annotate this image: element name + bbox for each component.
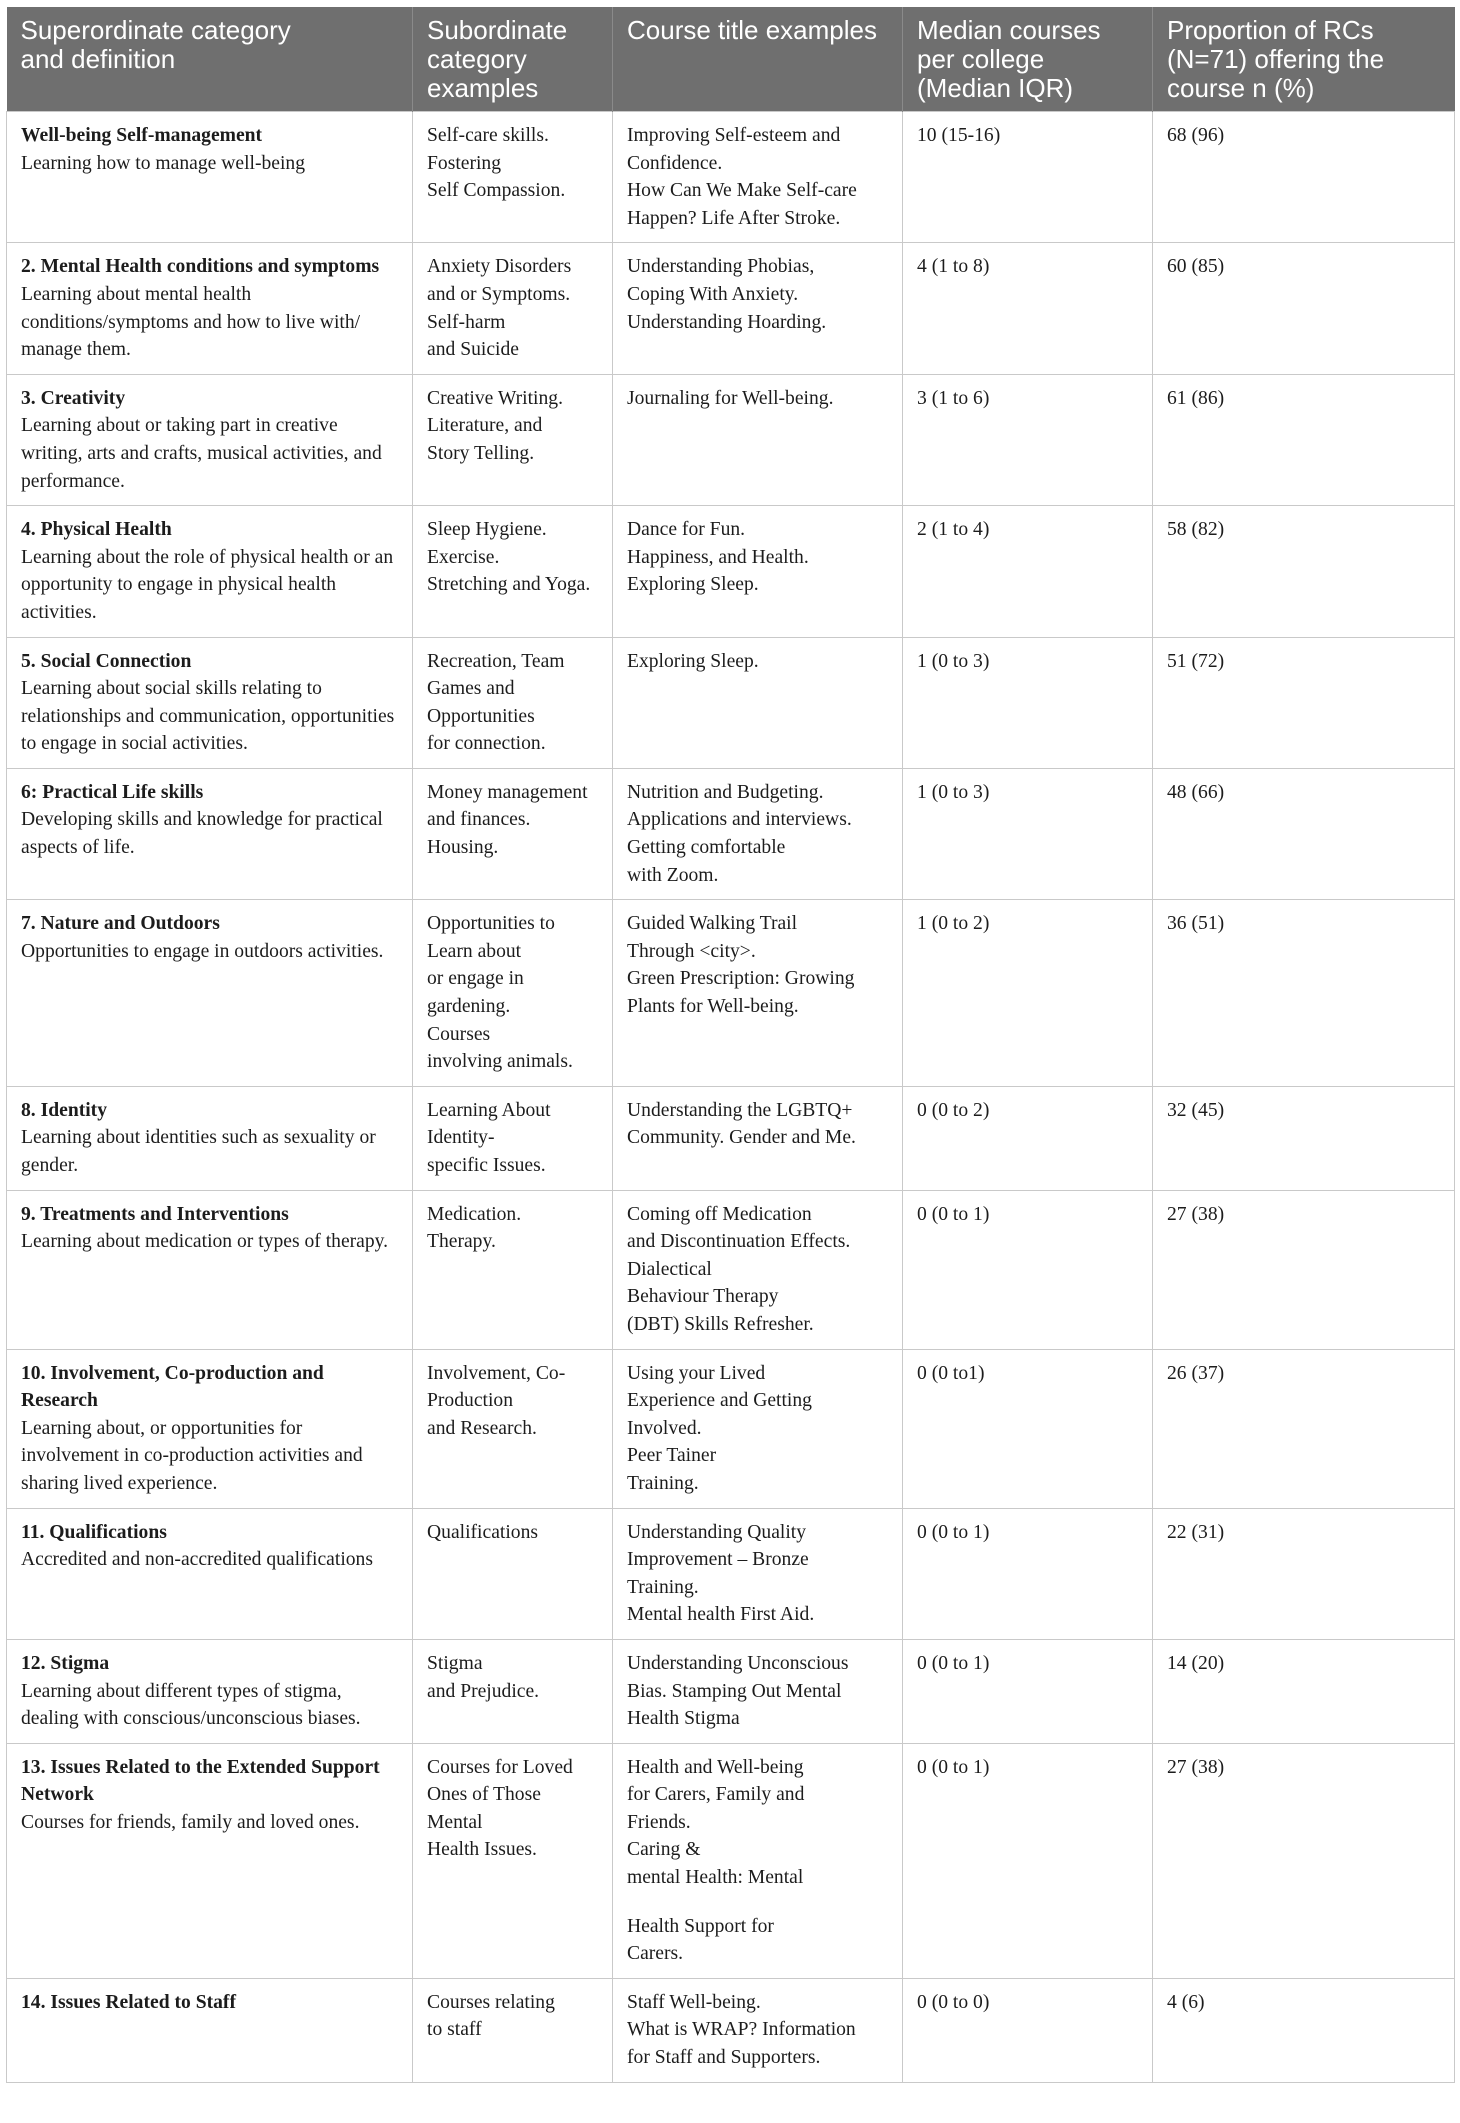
course-title-line: Peer Tainer bbox=[627, 1445, 717, 1467]
category-definition: Accredited and non-accredited qualifications bbox=[21, 1549, 373, 1571]
category-title: 12. Stigma bbox=[21, 1652, 110, 1674]
table-row bbox=[7, 374, 1455, 505]
course-title-line: mental Health: Mental bbox=[627, 1867, 804, 1889]
header-row bbox=[7, 7, 1455, 112]
proportion-cell: 58 (82) bbox=[1153, 506, 1455, 637]
subordinate-line: Therapy. bbox=[427, 1231, 496, 1253]
subordinate-line: and Research. bbox=[427, 1417, 537, 1439]
subordinate-line: Mental bbox=[427, 1811, 483, 1833]
table-row bbox=[7, 1190, 1455, 1349]
course-title-line: Dance for Fun. bbox=[627, 519, 746, 541]
proportion-cell: 61 (86) bbox=[1153, 374, 1455, 505]
category-title: 5. Social Connection bbox=[21, 650, 192, 672]
subordinate-cell bbox=[413, 112, 613, 243]
course-titles-cell bbox=[613, 374, 903, 505]
course-titles-cell bbox=[613, 637, 903, 768]
median-cell: 0 (0 to 1) bbox=[903, 1190, 1153, 1349]
proportion-cell: 36 (51) bbox=[1153, 900, 1455, 1087]
table-row bbox=[7, 1743, 1455, 1978]
course-title-line: Staff Well-being. bbox=[627, 1991, 761, 2013]
table-row bbox=[7, 768, 1455, 899]
category-cell bbox=[7, 637, 413, 768]
category-cell bbox=[7, 112, 413, 243]
table-row bbox=[7, 900, 1455, 1087]
median-cell: 0 (0 to 1) bbox=[903, 1743, 1153, 1978]
course-title-line: Involved. bbox=[627, 1417, 702, 1439]
course-title-line: Carers. bbox=[627, 1943, 684, 1965]
header-line: Course title examples bbox=[627, 15, 877, 45]
course-title-line: Behaviour Therapy bbox=[627, 1286, 779, 1308]
category-cell bbox=[7, 1190, 413, 1349]
table-row bbox=[7, 637, 1455, 768]
category-definition: Learning about or taking part in creative writing, arts and crafts, musical activities, and performance. bbox=[21, 415, 382, 492]
course-title-line: Understanding Unconscious bbox=[627, 1652, 849, 1674]
median-cell: 0 (0 to 2) bbox=[903, 1086, 1153, 1190]
subordinate-line: Exercise. bbox=[427, 546, 500, 568]
category-cell bbox=[7, 1743, 413, 1978]
category-title: 3. Creativity bbox=[21, 387, 126, 409]
course-title-line: Green Prescription: Growing bbox=[627, 968, 855, 990]
category-title: 8. Identity bbox=[21, 1099, 108, 1121]
course-title-line: Understanding Phobias, bbox=[627, 256, 815, 278]
table-row bbox=[7, 1086, 1455, 1190]
proportion-cell: 22 (31) bbox=[1153, 1508, 1455, 1639]
subordinate-line: Self-care skills. bbox=[427, 125, 549, 146]
header-line: Median courses bbox=[917, 15, 1101, 45]
subordinate-cell bbox=[413, 637, 613, 768]
category-definition: Learning how to manage well-being bbox=[21, 152, 306, 174]
category-definition: Learning about identities such as sexuality or gender. bbox=[21, 1127, 376, 1176]
course-title-line: Health Stigma bbox=[627, 1708, 740, 1730]
median-cell: 1 (0 to 3) bbox=[903, 637, 1153, 768]
course-title-line: Friends. bbox=[627, 1811, 691, 1833]
subordinate-cell bbox=[413, 1978, 613, 2082]
header-line: per college bbox=[917, 44, 1045, 74]
median-cell: 0 (0 to 0) bbox=[903, 1978, 1153, 2082]
category-title: 10. Involvement, Co-production and Research bbox=[21, 1362, 324, 1412]
course-title-line: Plants for Well-being. bbox=[627, 996, 799, 1018]
course-title-line: Exploring Sleep. bbox=[627, 650, 759, 672]
proportion-cell: 4 (6) bbox=[1153, 1978, 1455, 2082]
subordinate-cell bbox=[413, 1086, 613, 1190]
course-title-line: Understanding the LGBTQ+ bbox=[627, 1099, 853, 1121]
category-title: 4. Physical Health bbox=[21, 519, 172, 541]
header-superordinate bbox=[7, 7, 413, 112]
category-cell bbox=[7, 768, 413, 899]
category-cell bbox=[7, 1086, 413, 1190]
table-row bbox=[7, 506, 1455, 637]
course-titles-cell bbox=[613, 1190, 903, 1349]
category-definition: Learning about mental health conditions/symptoms and how to live with/ manage them. bbox=[21, 283, 361, 361]
subordinate-line: Self Compassion. bbox=[427, 180, 566, 202]
subordinate-line: Medication. bbox=[427, 1203, 522, 1225]
proportion-cell: 27 (38) bbox=[1153, 1743, 1455, 1978]
median-cell: 0 (0 to 1) bbox=[903, 1639, 1153, 1743]
subordinate-cell bbox=[413, 243, 613, 374]
subordinate-line: Learn about bbox=[427, 940, 522, 962]
median-cell: 1 (0 to 2) bbox=[903, 900, 1153, 1087]
course-title-line: with Zoom. bbox=[627, 864, 719, 886]
subordinate-line: Courses bbox=[427, 1023, 491, 1045]
subordinate-cell bbox=[413, 1508, 613, 1639]
subordinate-line: Games and bbox=[427, 678, 515, 700]
table-row bbox=[7, 243, 1455, 374]
category-title: 9. Treatments and Interventions bbox=[21, 1203, 289, 1225]
header-line: and definition bbox=[20, 44, 176, 74]
course-title-line: Dialectical bbox=[627, 1258, 712, 1280]
course-title-line: Training. bbox=[627, 1576, 699, 1598]
category-definition: Opportunities to engage in outdoors activities. bbox=[21, 940, 384, 962]
course-title-line: Coming off Medication bbox=[627, 1203, 812, 1225]
subordinate-line: Identity- bbox=[427, 1127, 495, 1149]
subordinate-line: Production bbox=[427, 1390, 513, 1412]
subordinate-cell bbox=[413, 1639, 613, 1743]
course-title-line: Guided Walking Trail bbox=[627, 913, 798, 935]
header-line: examples bbox=[427, 73, 539, 103]
subordinate-line: involving animals. bbox=[427, 1051, 573, 1073]
subordinate-line: Opportunities bbox=[427, 705, 535, 727]
table-body bbox=[7, 112, 1455, 2083]
course-title-line: Bias. Stamping Out Mental bbox=[627, 1680, 842, 1702]
subordinate-line: Stigma bbox=[427, 1652, 483, 1674]
subordinate-line: or engage in bbox=[427, 968, 524, 990]
course-title-line: for Staff and Supporters. bbox=[627, 2047, 821, 2069]
subordinate-line: Opportunities to bbox=[427, 913, 555, 935]
subordinate-line: and finances. bbox=[427, 809, 531, 831]
category-cell bbox=[7, 243, 413, 374]
median-cell: 0 (0 to1) bbox=[903, 1349, 1153, 1508]
table-row bbox=[7, 1639, 1455, 1743]
table-row bbox=[7, 112, 1455, 243]
median-cell: 1 (0 to 3) bbox=[903, 768, 1153, 899]
subordinate-line: Creative Writing. bbox=[427, 387, 563, 409]
header-line: (Median IQR) bbox=[917, 73, 1074, 103]
subordinate-line: Fostering bbox=[427, 152, 502, 174]
proportion-cell: 32 (45) bbox=[1153, 1086, 1455, 1190]
course-titles-cell bbox=[613, 1349, 903, 1508]
subordinate-line: and Suicide bbox=[427, 339, 519, 361]
category-cell bbox=[7, 1978, 413, 2082]
subordinate-line: Learning About bbox=[427, 1099, 551, 1121]
subordinate-cell bbox=[413, 1190, 613, 1349]
course-title-line: Nutrition and Budgeting. bbox=[627, 781, 824, 803]
median-cell: 4 (1 to 8) bbox=[903, 243, 1153, 374]
course-titles-cell bbox=[613, 1743, 903, 1978]
category-definition: Learning about different types of stigma, dealing with conscious/unconscious biases. bbox=[21, 1680, 361, 1730]
course-title-line: Happen? Life After Stroke. bbox=[627, 207, 841, 229]
course-categories-table bbox=[6, 7, 1455, 2083]
subordinate-line: Sleep Hygiene. bbox=[427, 519, 547, 541]
course-titles-cell bbox=[613, 506, 903, 637]
subordinate-line: Ones of Those bbox=[427, 1784, 541, 1806]
subordinate-cell bbox=[413, 900, 613, 1087]
header-proportion bbox=[1153, 7, 1455, 112]
median-cell: 10 (15-16) bbox=[903, 112, 1153, 243]
header-line: course n (%) bbox=[1167, 73, 1315, 103]
header-line: Proportion of RCs bbox=[1167, 15, 1374, 45]
course-titles-cell bbox=[613, 1978, 903, 2082]
course-titles-cell bbox=[613, 243, 903, 374]
course-titles-cell bbox=[613, 768, 903, 899]
proportion-cell: 48 (66) bbox=[1153, 768, 1455, 899]
category-cell bbox=[7, 506, 413, 637]
category-title: Well-being Self-management bbox=[21, 125, 263, 146]
subordinate-line: Qualifications bbox=[427, 1521, 538, 1543]
course-title-line: What is WRAP? Information bbox=[627, 2019, 856, 2041]
header-line: category bbox=[427, 44, 527, 74]
category-title: 11. Qualifications bbox=[21, 1521, 167, 1543]
course-titles-cell bbox=[613, 112, 903, 243]
subordinate-line: Housing. bbox=[427, 837, 499, 859]
category-cell bbox=[7, 1508, 413, 1639]
proportion-cell: 14 (20) bbox=[1153, 1639, 1455, 1743]
subordinate-line: Money management bbox=[427, 781, 588, 803]
course-title-line: Happiness, and Health. bbox=[627, 546, 809, 568]
category-cell bbox=[7, 1349, 413, 1508]
header-subordinate bbox=[413, 7, 613, 112]
course-title-line: for Carers, Family and bbox=[627, 1784, 805, 1806]
table-row bbox=[7, 1978, 1455, 2082]
subordinate-line: Anxiety Disorders bbox=[427, 256, 572, 278]
course-title-line: Training. bbox=[627, 1472, 699, 1494]
course-title-line: Confidence. bbox=[627, 152, 723, 174]
subordinate-line: Story Telling. bbox=[427, 442, 535, 464]
course-title-line: How Can We Make Self-care bbox=[627, 180, 857, 202]
subordinate-line: specific Issues. bbox=[427, 1155, 546, 1176]
subordinate-line: Self-harm bbox=[427, 311, 506, 333]
course-titles-cell bbox=[613, 1508, 903, 1639]
course-title-line: Using your Lived bbox=[627, 1362, 766, 1384]
proportion-cell: 26 (37) bbox=[1153, 1349, 1455, 1508]
category-definition: Learning about social skills relating to relationships and communication, opportunities to engage in social activities. bbox=[21, 678, 395, 755]
category-cell bbox=[7, 1639, 413, 1743]
proportion-cell: 68 (96) bbox=[1153, 112, 1455, 243]
subordinate-line: Courses for Loved bbox=[427, 1756, 573, 1778]
course-title-line: Improvement – Bronze bbox=[627, 1549, 809, 1571]
subordinate-line: and Prejudice. bbox=[427, 1680, 540, 1702]
course-titles-cell bbox=[613, 1086, 903, 1190]
category-title: 6: Practical Life skills bbox=[21, 781, 204, 803]
subordinate-line: gardening. bbox=[427, 996, 511, 1018]
course-title-line: Experience and Getting bbox=[627, 1390, 812, 1412]
proportion-cell: 60 (85) bbox=[1153, 243, 1455, 374]
proportion-cell: 51 (72) bbox=[1153, 637, 1455, 768]
category-title: 2. Mental Health conditions and symptoms bbox=[21, 256, 380, 278]
line-gap bbox=[627, 1892, 888, 1913]
subordinate-cell bbox=[413, 768, 613, 899]
course-title-line: Community. Gender and Me. bbox=[627, 1127, 856, 1149]
subordinate-line: Courses relating bbox=[427, 1991, 555, 2013]
course-title-line: Mental health First Aid. bbox=[627, 1604, 815, 1626]
category-cell bbox=[7, 374, 413, 505]
category-definition: Learning about, or opportunities for involvement in co-production activities and sharing lived experience. bbox=[21, 1417, 363, 1494]
header-line: (N=71) offering the bbox=[1167, 44, 1385, 74]
subordinate-line: to staff bbox=[427, 2019, 482, 2041]
category-definition: Courses for friends, family and loved ones. bbox=[21, 1811, 360, 1833]
table-row bbox=[7, 1508, 1455, 1639]
proportion-cell: 27 (38) bbox=[1153, 1190, 1455, 1349]
subordinate-line: Health Issues. bbox=[427, 1839, 537, 1861]
category-title: 14. Issues Related to Staff bbox=[21, 1991, 236, 2013]
subordinate-line: Involvement, Co- bbox=[427, 1362, 566, 1384]
course-title-line: Caring & bbox=[627, 1839, 701, 1861]
subordinate-line: Literature, and bbox=[427, 415, 543, 437]
category-cell bbox=[7, 900, 413, 1087]
median-cell: 2 (1 to 4) bbox=[903, 506, 1153, 637]
course-title-line: and Discontinuation Effects. bbox=[627, 1231, 851, 1253]
course-title-line: Coping With Anxiety. bbox=[627, 283, 799, 305]
course-title-line: Health Support for bbox=[627, 1915, 774, 1937]
header-line: Subordinate bbox=[427, 15, 568, 45]
course-title-line: Understanding Quality bbox=[627, 1521, 807, 1543]
course-title-line: Understanding Hoarding. bbox=[627, 311, 827, 333]
course-title-line: Journaling for Well-being. bbox=[627, 387, 834, 409]
subordinate-line: Recreation, Team bbox=[427, 650, 565, 672]
median-cell: 0 (0 to 1) bbox=[903, 1508, 1153, 1639]
category-definition: Learning about medication or types of therapy. bbox=[21, 1231, 389, 1253]
course-title-line: Health and Well-being bbox=[627, 1756, 804, 1778]
course-titles-cell bbox=[613, 1639, 903, 1743]
header-line: Superordinate category bbox=[20, 15, 291, 45]
subordinate-cell bbox=[413, 374, 613, 505]
category-definition: Developing skills and knowledge for practical aspects of life. bbox=[21, 809, 383, 859]
course-title-line: Improving Self-esteem and bbox=[627, 125, 841, 146]
table-row bbox=[7, 1349, 1455, 1508]
header-median bbox=[903, 7, 1153, 112]
course-titles-cell bbox=[613, 900, 903, 1087]
median-cell: 3 (1 to 6) bbox=[903, 374, 1153, 505]
subordinate-line: for connection. bbox=[427, 733, 546, 755]
subordinate-cell bbox=[413, 1743, 613, 1978]
course-title-line: Applications and interviews. bbox=[627, 809, 852, 831]
header-course-titles bbox=[613, 7, 903, 112]
subordinate-line: Stretching and Yoga. bbox=[427, 574, 591, 596]
subordinate-cell bbox=[413, 506, 613, 637]
course-title-line: Getting comfortable bbox=[627, 837, 786, 859]
category-title: 13. Issues Related to the Extended Support Network bbox=[21, 1756, 380, 1806]
course-title-line: (DBT) Skills Refresher. bbox=[627, 1313, 814, 1335]
table-container bbox=[6, 7, 1454, 2083]
subordinate-line: and or Symptoms. bbox=[427, 283, 571, 305]
course-title-line: Exploring Sleep. bbox=[627, 574, 759, 596]
category-title: 7. Nature and Outdoors bbox=[21, 913, 220, 935]
category-definition: Learning about the role of physical health or an opportunity to engage in physical health activities. bbox=[21, 546, 394, 623]
course-title-line: Through <city>. bbox=[627, 940, 756, 962]
table-header bbox=[7, 7, 1455, 112]
subordinate-cell bbox=[413, 1349, 613, 1508]
